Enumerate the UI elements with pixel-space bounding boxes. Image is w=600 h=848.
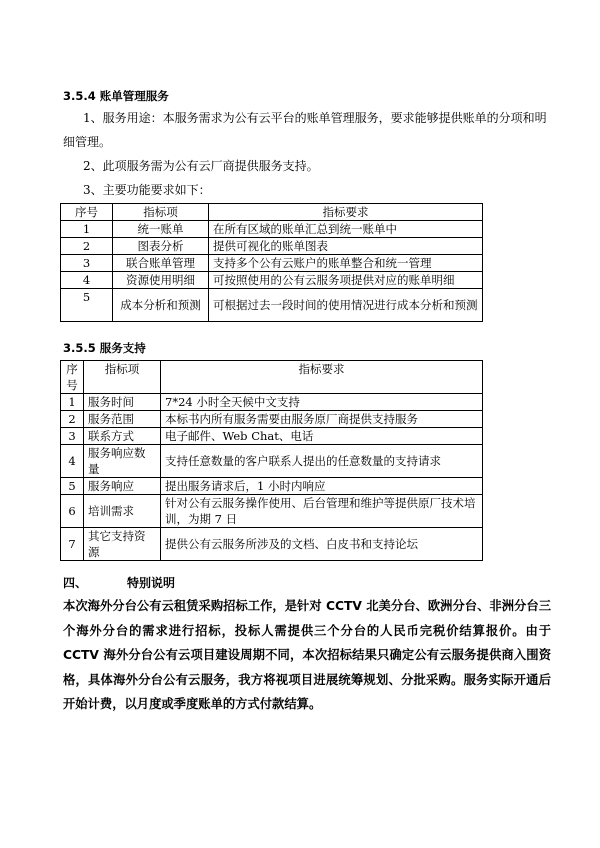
cell-item: 服务时间 (84, 394, 161, 411)
table-row (61, 394, 483, 411)
cell-requirement: 针对公有云服务操作使用、后台管理和维护等提供原厂技术培训，为期 7 日 (161, 495, 483, 528)
cell-seq: 4 (61, 445, 84, 478)
table-row (61, 495, 483, 528)
cell-requirement: 可按照使用的公有云服务项提供对应的账单明细 (209, 272, 483, 289)
cell-requirement: 本标书内所有服务需要由服务原厂商提供支持服务 (161, 411, 483, 428)
cell-seq: 3 (61, 428, 84, 445)
paragraph-main-functions: 3、主要功能要求如下： (83, 183, 211, 197)
section-heading-3-5-4: 3.5.4 账单管理服务 (63, 89, 169, 103)
paragraph-vendor-support: 2、此项服务需为公有云厂商提供服务支持。 (83, 159, 319, 173)
table-row (61, 445, 483, 478)
table-header-row (61, 204, 483, 221)
table-row (61, 411, 483, 428)
table-row (61, 478, 483, 495)
cell-item: 服务响应 (84, 478, 161, 495)
cell-seq: 4 (61, 272, 113, 289)
header-seq: 序号 (61, 204, 113, 221)
header-item: 指标项 (113, 204, 209, 221)
cell-requirement: 提供公有云服务所涉及的文档、白皮书和支持论坛 (161, 528, 483, 561)
billing-requirements-table (60, 203, 483, 322)
table-row (61, 238, 483, 255)
table-header-row (61, 361, 483, 394)
cell-requirement: 提出服务请求后，1 小时内响应 (161, 478, 483, 495)
service-support-table (60, 360, 483, 561)
cell-seq: 2 (61, 411, 84, 428)
header-item: 指标项 (84, 361, 161, 394)
table-row (61, 528, 483, 561)
section-title: 特别说明 (127, 576, 176, 590)
table-row (61, 272, 483, 289)
cell-seq: 6 (61, 495, 84, 528)
table-row (61, 221, 483, 238)
section-number: 四、 (63, 576, 88, 590)
table-row (61, 428, 483, 445)
cell-item: 服务范围 (84, 411, 161, 428)
special-notes-paragraph: 本次海外分台公有云租赁采购招标工作，是针对 CCTV 北美分台、欧洲分台、非洲分台三个海外分台的需求进行招标，投标人需提供三个分台的人民币完税价结算报价。由于 CCTV 海外分台公有云项目建设周期不同，本次招标结果只确定公有云服务提供商入围资格，具体海外分台公有云服务，我方将视项目进展统筹规划、分批采购。服务实际开通后开始计费，以月度或季度账单的方式付款结算。 (63, 599, 551, 712)
cell-seq: 1 (61, 394, 84, 411)
cell-requirement: 可根据过去一段时间的使用情况进行成本分析和预测 (209, 289, 483, 322)
cell-seq: 5 (61, 289, 113, 322)
cell-item: 图表分析 (113, 238, 209, 255)
cell-requirement: 在所有区域的账单汇总到统一账单中 (209, 221, 483, 238)
cell-requirement: 电子邮件、Web Chat、电话 (161, 428, 483, 445)
section-heading-3-5-5: 3.5.5 服务支持 (63, 341, 146, 355)
section-heading-4 (63, 574, 175, 591)
header-requirement: 指标要求 (161, 361, 483, 394)
cell-requirement: 7*24 小时全天候中文支持 (161, 394, 483, 411)
cell-item: 联系方式 (84, 428, 161, 445)
paragraph-service-purpose-line1: 1、服务用途：本服务需求为公有云平台的账单管理服务，要求能够提供账单的分项和明 (83, 111, 547, 125)
cell-item: 其它支持资源 (84, 528, 161, 561)
paragraph-service-purpose-line2: 细管理。 (63, 135, 112, 149)
table-row (61, 255, 483, 272)
cell-seq: 7 (61, 528, 84, 561)
cell-requirement: 支持任意数量的客户联系人提出的任意数量的支持请求 (161, 445, 483, 478)
cell-seq: 3 (61, 255, 113, 272)
cell-item: 培训需求 (84, 495, 161, 528)
header-requirement: 指标要求 (209, 204, 483, 221)
header-seq: 序号 (61, 361, 84, 394)
cell-requirement: 提供可视化的账单图表 (209, 238, 483, 255)
cell-item: 统一账单 (113, 221, 209, 238)
table-row (61, 289, 483, 322)
cell-item: 服务响应数量 (84, 445, 161, 478)
cell-requirement: 支持多个公有云账户的账单整合和统一管理 (209, 255, 483, 272)
cell-item: 联合账单管理 (113, 255, 209, 272)
cell-seq: 1 (61, 221, 113, 238)
cell-item: 资源使用明细 (113, 272, 209, 289)
cell-seq: 2 (61, 238, 113, 255)
cell-seq: 5 (61, 478, 84, 495)
cell-item: 成本分析和预测 (113, 289, 209, 322)
